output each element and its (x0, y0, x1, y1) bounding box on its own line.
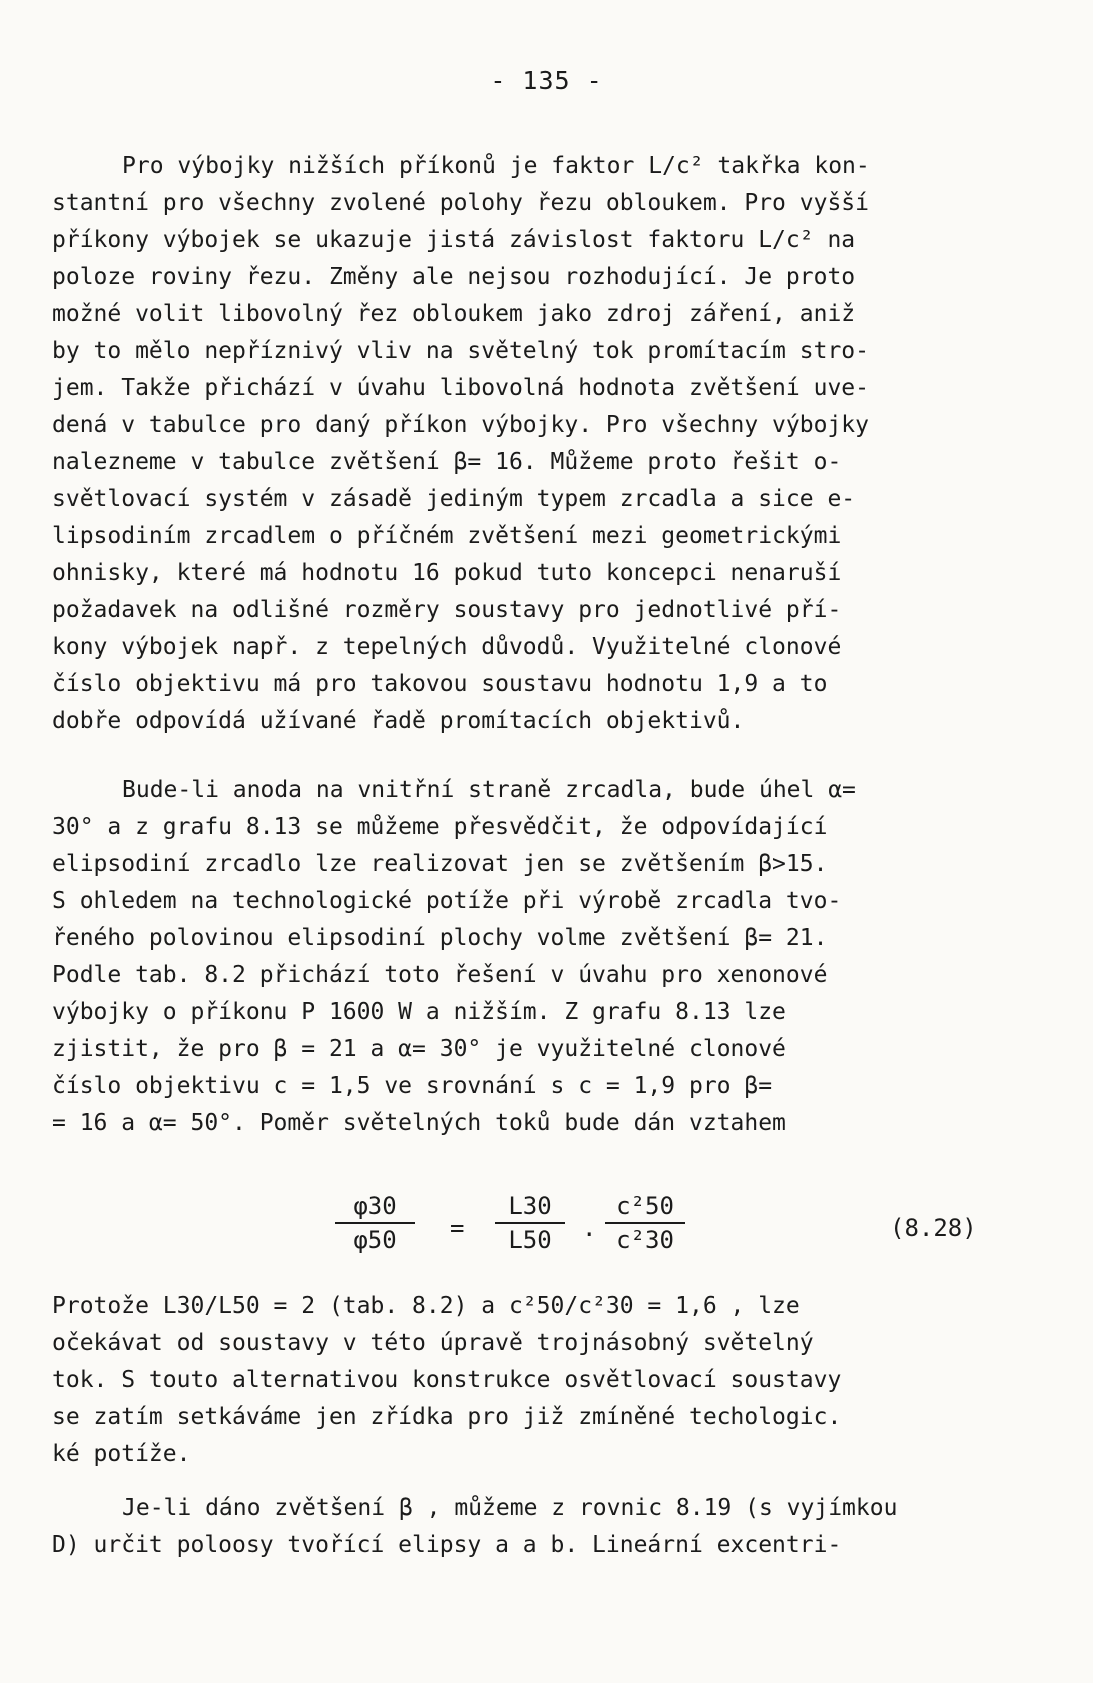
fraction-bar (335, 1222, 415, 1224)
numerator: L30 (508, 1192, 552, 1220)
text-line: poloze roviny řezu. Změny ale nejsou rozhodující. Je proto (52, 264, 856, 290)
text-line: zjistit, že pro β = 21 a α= 30° je využitelné clonové (52, 1036, 786, 1062)
text-line: výbojky o příkonu P 1600 W a nižším. Z grafu 8.13 lze (52, 999, 786, 1025)
equals-sign: = (450, 1214, 465, 1242)
fraction-bar (495, 1222, 565, 1224)
denominator: φ50 (353, 1226, 397, 1254)
numerator: c²50 (616, 1192, 674, 1220)
page-number: - 135 - (490, 66, 603, 95)
text-line: jem. Takže přichází v úvahu libovolná hodnota zvětšení uve- (52, 375, 869, 401)
text-line: ohnisky, které má hodnotu 16 pokud tuto koncepci nenaruší (52, 560, 842, 586)
multiply-dot: . (582, 1214, 597, 1242)
text-line: dená v tabulce pro daný příkon výbojky. Pro všechny výbojky (52, 412, 869, 438)
numerator: φ30 (353, 1192, 397, 1220)
text-line: světlovací systém v zásadě jediným typem zrcadla a sice e- (52, 486, 856, 512)
text-line: 30° a z grafu 8.13 se můžeme přesvědčit, že odpovídající (52, 814, 828, 840)
denominator: L50 (508, 1226, 552, 1254)
equation-8-28 (300, 1180, 1000, 1290)
denominator: c²30 (616, 1226, 674, 1254)
text-line: kony výbojek např. z tepelných důvodů. Využitelné clonové (52, 634, 842, 660)
text-line: Bude-li anoda na vnitřní straně zrcadla, bude úhel α= (122, 777, 856, 803)
text-line: nalezneme v tabulce zvětšení β= 16. Můžeme proto řešit o- (52, 449, 842, 475)
text-line: lipsodiním zrcadlem o příčném zvětšení mezi geometrickými (52, 523, 842, 549)
text-line: Je-li dáno zvětšení β , můžeme z rovnic 8.19 (s vyjímkou (122, 1495, 898, 1521)
fraction-bar (605, 1222, 685, 1224)
text-line: řeného polovinou elipsodiní plochy volme zvětšení β= 21. (52, 925, 828, 951)
text-line: možné volit libovolný řez obloukem jako zdroj záření, aniž (52, 301, 856, 327)
fraction-l (495, 1192, 565, 1254)
text-line: požadavek na odlišné rozměry soustavy pro jednotlivé pří- (52, 597, 842, 623)
text-line: S ohledem na technologické potíže při výrobě zrcadla tvo- (52, 888, 842, 914)
text-line: očekávat od soustavy v této úpravě trojnásobný světelný (52, 1330, 814, 1356)
text-line: stantní pro všechny zvolené polohy řezu obloukem. Pro vyšší (52, 190, 869, 216)
text-line: elipsodiní zrcadlo lze realizovat jen se zvětšením β>15. (52, 851, 828, 877)
text-line: dobře odpovídá užívané řadě promítacích objektivů. (52, 708, 745, 734)
text-line: příkony výbojek se ukazuje jistá závislost faktoru L/c² na (52, 227, 856, 253)
paragraph-1 (52, 148, 1002, 740)
paragraph-2 (52, 772, 1002, 1142)
paragraph-3 (52, 1288, 1002, 1473)
equation-number: (8.28) (890, 1214, 977, 1242)
text-line: číslo objektivu má pro takovou soustavu hodnotu 1,9 a to (52, 671, 828, 697)
fraction-c (605, 1192, 685, 1254)
text-line: = 16 a α= 50°. Poměr světelných toků bude dán vztahem (52, 1110, 786, 1136)
text-line: D) určit poloosy tvořící elipsy a a b. Lineární excentri- (52, 1532, 842, 1558)
text-line: číslo objektivu c = 1,5 ve srovnání s c = 1,9 pro β= (52, 1073, 773, 1099)
text-line: se zatím setkáváme jen zřídka pro již zmíněné techologic. (52, 1404, 842, 1430)
fraction-phi (335, 1192, 415, 1254)
text-line: by to mělo nepříznivý vliv na světelný tok promítacím stro- (52, 338, 869, 364)
paragraph-4 (52, 1490, 1002, 1564)
text-line: tok. S touto alternativou konstrukce osvětlovací soustavy (52, 1367, 842, 1393)
text-line: Pro výbojky nižších příkonů je faktor L/c² takřka kon- (122, 153, 870, 179)
text-line: Protože L30/L50 = 2 (tab. 8.2) a c²50/c²30 = 1,6 , lze (52, 1293, 800, 1319)
text-line: ké potíže. (52, 1441, 191, 1467)
text-line: Podle tab. 8.2 přichází toto řešení v úvahu pro xenonové (52, 962, 828, 988)
